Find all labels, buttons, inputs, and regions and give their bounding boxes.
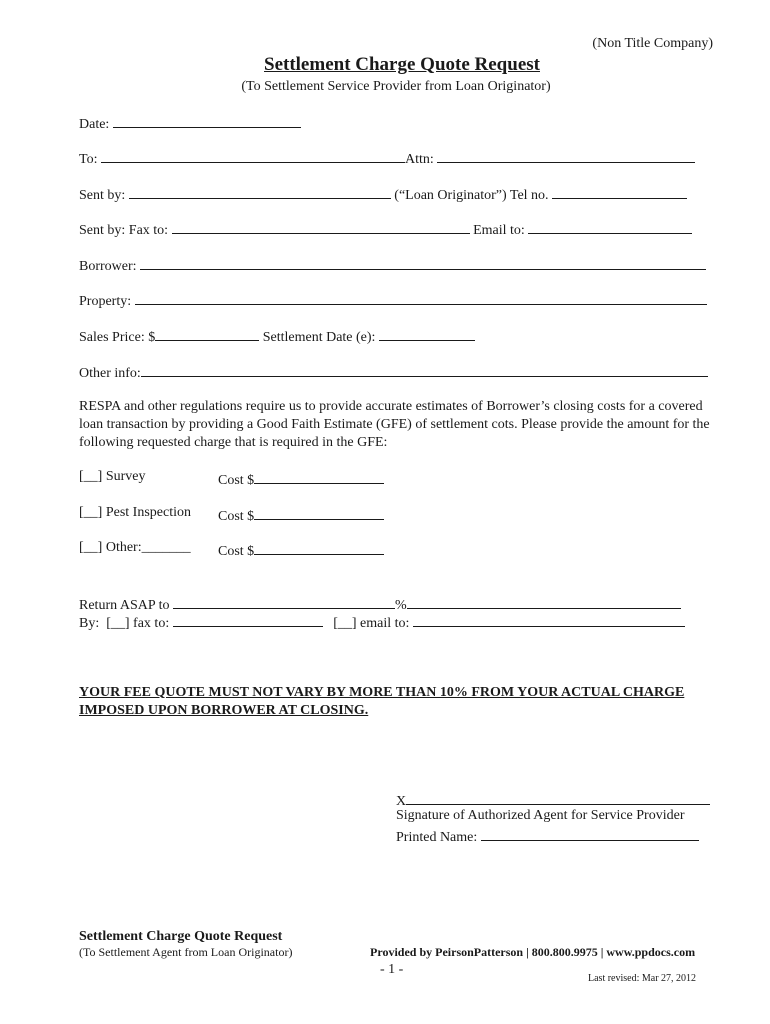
email-to-label[interactable]: [__] email to: xyxy=(333,616,410,631)
pest-cost-label: Cost $ xyxy=(218,509,255,524)
attn-field[interactable] xyxy=(437,148,695,163)
email-label: Email to: xyxy=(473,223,525,238)
printed-name-label: Printed Name: xyxy=(396,830,478,845)
borrower-row xyxy=(79,255,706,275)
sent-by-row xyxy=(79,184,687,204)
fax-to-label[interactable]: [__] fax to: xyxy=(106,616,170,631)
pest-label: Pest Inspection xyxy=(105,505,191,520)
date-field[interactable] xyxy=(113,113,301,128)
fax-field[interactable] xyxy=(172,219,470,234)
pest-checkbox[interactable]: [__] xyxy=(79,505,103,520)
header-note: (Non Title Company) xyxy=(592,36,713,51)
return-asap-label: Return ASAP to xyxy=(79,598,170,613)
date-label: Date: xyxy=(79,117,110,132)
page-subtitle: (To Settlement Service Provider from Loan Originator) xyxy=(241,79,551,94)
page-title: Settlement Charge Quote Request xyxy=(264,54,540,75)
printed-name-field[interactable] xyxy=(481,826,699,841)
settlement-date-label: Settlement Date (e): xyxy=(262,330,376,345)
attn-label: Attn: xyxy=(404,152,434,167)
email-to-field[interactable] xyxy=(413,612,685,627)
other-info-field[interactable] xyxy=(141,362,708,377)
to-row xyxy=(79,148,695,168)
percent-field[interactable] xyxy=(407,594,681,609)
provided-by: Provided by PeirsonPatterson | 800.800.9975 | www.ppdocs.com xyxy=(370,945,696,959)
sales-price-label: Sales Price: $ xyxy=(79,330,156,345)
pest-cost xyxy=(218,505,384,525)
survey-checkbox[interactable]: [__] xyxy=(79,469,103,484)
signature-x: X xyxy=(396,794,407,809)
other-info-row xyxy=(79,362,708,382)
percent-label: % xyxy=(395,598,407,613)
pest-cost-field[interactable] xyxy=(254,505,384,520)
page-number: - 1 - xyxy=(380,962,404,977)
to-field[interactable] xyxy=(101,148,405,163)
sales-price-field[interactable] xyxy=(155,326,259,341)
survey-cost-field[interactable] xyxy=(254,469,384,484)
to-label: To: xyxy=(79,152,98,167)
footer-subtitle: (To Settlement Agent from Loan Originator) xyxy=(79,945,293,959)
other-charge-label: Other:_______ xyxy=(105,540,191,555)
other-checkbox[interactable]: [__] xyxy=(79,540,103,555)
signature-field[interactable] xyxy=(406,790,710,805)
date-row xyxy=(79,113,301,133)
fax-label: Sent by: Fax to: xyxy=(79,223,169,238)
return-asap-field[interactable] xyxy=(173,594,395,609)
sent-by-field[interactable] xyxy=(129,184,391,199)
return-row xyxy=(79,594,681,614)
fax-row xyxy=(79,219,692,239)
footer-title: Settlement Charge Quote Request xyxy=(79,929,283,944)
sent-by-label: Sent by: xyxy=(79,188,126,203)
other-info-label: Other info: xyxy=(79,366,141,381)
property-field[interactable] xyxy=(135,290,707,305)
settlement-date-field[interactable] xyxy=(379,326,475,341)
loan-originator-tel-label: (“Loan Originator”) Tel no. xyxy=(394,188,549,203)
fax-to-field[interactable] xyxy=(173,612,323,627)
other-cost-field[interactable] xyxy=(254,540,384,555)
sales-price-row xyxy=(79,326,475,346)
borrower-label: Borrower: xyxy=(79,259,137,274)
other-cost-label: Cost $ xyxy=(218,544,255,559)
by-label: By: xyxy=(79,616,100,631)
other-cost xyxy=(218,540,384,560)
respa-paragraph: RESPA and other regulations require us to provide accurate estimates of Borrower’s closing costs for a covered loan transaction by providing a Good Faith Estimate (GFE) of settlement cots. Please provide the amount for the following requested charge that is required in the GFE: xyxy=(79,399,710,450)
survey-label: Survey xyxy=(105,469,146,484)
fee-warning: YOUR FEE QUOTE MUST NOT VARY BY MORE THAN 10% FROM YOUR ACTUAL CHARGE IMPOSED UPON BORROWER AT CLOSING. xyxy=(79,685,685,718)
property-row xyxy=(79,290,707,310)
survey-cost-label: Cost $ xyxy=(218,473,255,488)
signature-line xyxy=(396,790,710,810)
charge-row-other xyxy=(79,540,191,556)
signature-caption: Signature of Authorized Agent for Service Provider xyxy=(396,808,685,823)
by-row xyxy=(79,612,685,632)
email-field[interactable] xyxy=(528,219,692,234)
printed-name-row xyxy=(396,826,699,846)
last-revised: Last revised: Mar 27, 2012 xyxy=(588,973,697,984)
charge-row-survey xyxy=(79,469,146,485)
property-label: Property: xyxy=(79,294,132,309)
tel-field[interactable] xyxy=(552,184,687,199)
borrower-field[interactable] xyxy=(140,255,706,270)
charge-row-pest xyxy=(79,505,191,521)
survey-cost xyxy=(218,469,384,489)
